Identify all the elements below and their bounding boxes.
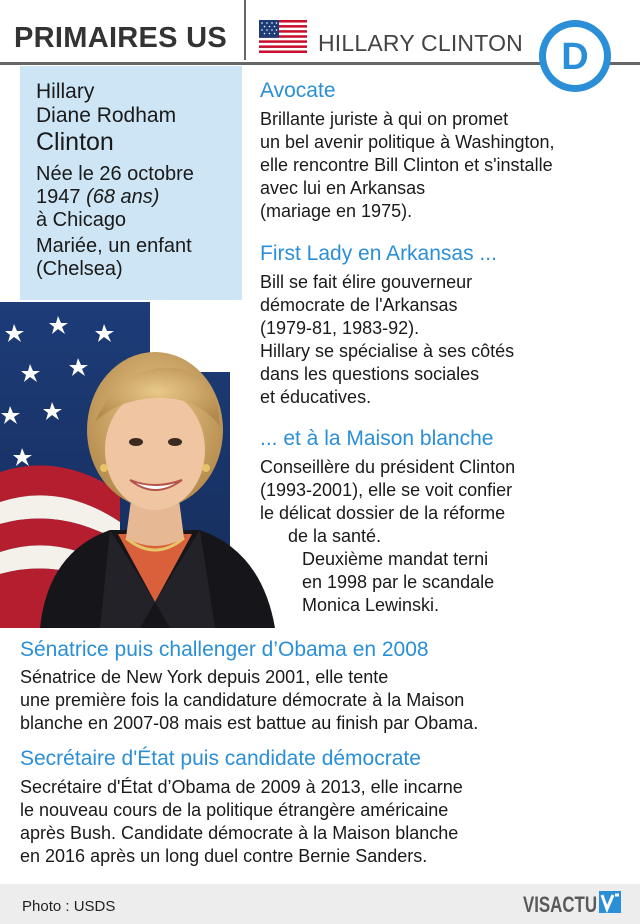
us-flag-icon: [259, 20, 307, 53]
text-line: Deuxième mandat terni: [302, 549, 489, 569]
text-line: un bel avenir politique à Washington,: [260, 132, 555, 152]
text-line: Sénatrice de New York depuis 2001, elle tente: [20, 667, 389, 687]
section-title-senator: Sénatrice puis challenger d’Obama en 2008: [20, 638, 429, 661]
text-line: avec lui en Arkansas: [260, 178, 426, 198]
text-line: (mariage en 1975).: [260, 201, 413, 221]
photo-credit: Photo : USDS: [22, 898, 116, 915]
text-line: Hillary se spécialise à ses côtés: [260, 341, 515, 361]
text-line: le nouveau cours de la politique étrangère américaine: [20, 800, 449, 820]
section-title-secretary: Secrétaire d'État puis candidate démocrate: [20, 747, 421, 770]
text-line: de la santé.: [288, 526, 382, 546]
logo-letter: D: [561, 36, 589, 78]
text-line: démocrate de l'Arkansas: [260, 295, 458, 315]
bio-birth: [36, 163, 194, 232]
text-line: en 2016 après un long duel contre Bernie Sanders.: [20, 846, 428, 866]
text-line: après Bush. Candidate démocrate à la Maison blanche: [20, 823, 459, 843]
section-title-first-lady: First Lady en Arkansas ...: [260, 242, 497, 265]
bio-birth-place: à Chicago: [36, 209, 127, 231]
portrait-photo: [0, 302, 285, 628]
visactu-logo: [523, 888, 623, 918]
bio-surname: Clinton: [36, 128, 114, 156]
text-line: (1993-2001), elle se voit confier: [260, 480, 513, 500]
bio-marital-status: Mariée, un enfant: [36, 235, 192, 257]
text-line: en 1998 par le scandale: [302, 572, 495, 592]
bio-first-name: Hillary: [36, 80, 95, 103]
section-body-white-house: [260, 456, 515, 617]
bio-age: (68 ans): [86, 186, 160, 208]
brand-text: VISACTU: [523, 892, 597, 917]
text-line: (1979-81, 1983-92).: [260, 318, 420, 338]
text-line: blanche en 2007-08 mais est battue au finish par Obama.: [20, 713, 479, 733]
candidate-name: HILLARY CLINTON: [318, 30, 523, 56]
bio-birth-year: 1947: [36, 186, 81, 208]
section-title-white-house: ... et à la Maison blanche: [260, 427, 494, 450]
section-body-senator: [20, 666, 478, 735]
text-line: Brillante juriste à qui on promet: [260, 109, 509, 129]
text-line: et éducatives.: [260, 387, 372, 407]
bio-family: [36, 235, 192, 281]
bio-first-names: [36, 80, 176, 128]
text-line: Bill se fait élire gouverneur: [260, 272, 473, 292]
header-divider: [244, 0, 246, 60]
text-line: le délicat dossier de la réforme: [260, 503, 506, 523]
bio-child: (Chelsea): [36, 258, 123, 280]
bio-birth-year-line: [36, 186, 194, 209]
section-body-lawyer: [260, 108, 555, 223]
section-body-first-lady: [260, 271, 514, 409]
text-line: une première fois la candidature démocrate à la Maison: [20, 690, 465, 710]
text-line: elle rencontre Bill Clinton et s'installe: [260, 155, 553, 175]
text-line: Monica Lewinski.: [302, 595, 440, 615]
bio-birth-date: Née le 26 octobre: [36, 163, 194, 185]
text-line: Conseillère du président Clinton: [260, 457, 516, 477]
text-line: dans les questions sociales: [260, 364, 480, 384]
section-body-secretary: [20, 776, 463, 868]
bio-middle-names: Diane Rodham: [36, 104, 177, 127]
section-title-lawyer: Avocate: [260, 79, 336, 102]
text-line: Secrétaire d'État d’Obama de 2009 à 2013, elle incarne: [20, 777, 463, 797]
section-title: PRIMAIRES US: [14, 22, 228, 54]
democratic-party-logo-icon: [537, 18, 613, 94]
